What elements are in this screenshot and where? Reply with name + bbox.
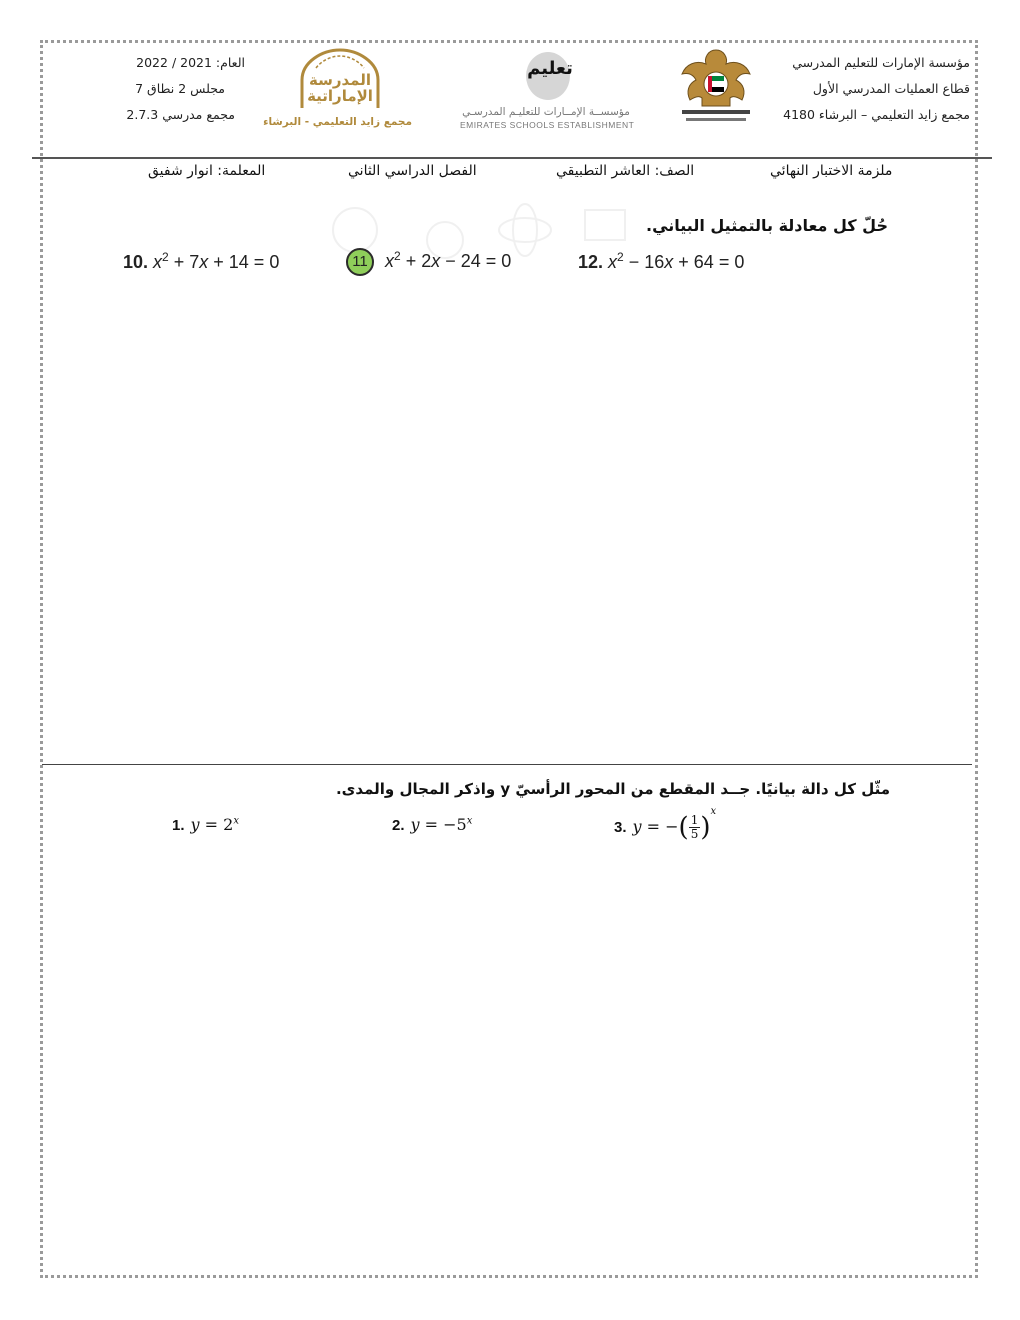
- teacher-label: المعلمة: انوار شفيق: [148, 163, 266, 179]
- function-3: 3. y = −( $\frac{1}{5}$ )$^x$: [614, 806, 717, 843]
- problem-12-number: 12.: [578, 252, 604, 272]
- ese-english-name: EMIRATES SCHOOLS ESTABLISHMENT: [460, 120, 635, 130]
- school-logo-text: [292, 72, 388, 104]
- function-1: 1. $y = 2^x$: [172, 815, 239, 834]
- header-org-line-3: مجمع زايد التعليمي – البرشاء 4180: [783, 107, 970, 122]
- problem-12: 12. $x^2 - 16x + 64 = 0$: [578, 250, 745, 272]
- header-org-lines: [783, 55, 970, 133]
- school-logo-caption: مجمع زايد التعليمي - البرشاء: [263, 116, 412, 128]
- header-org-line-1: مؤسسة الإمارات للتعليم المدرسي: [792, 55, 970, 70]
- fraction-denominator: 5: [690, 827, 699, 841]
- section-2-title: مثّل كل دالة بيانيًا. جــد المقطع من المحور الرأسيّ y واذكر المجال والمدى.: [335, 780, 890, 798]
- section-divider: [42, 764, 972, 765]
- ese-logo-word: تعليم: [527, 58, 573, 79]
- school-logo-line-1: المدرسة: [309, 71, 371, 89]
- header-divider: [32, 157, 992, 159]
- booklet-title: ملزمة الاختبار النهائي: [770, 163, 893, 179]
- ese-arabic-name: مؤسســة الإمــارات للتعليـم المدرسـي: [462, 106, 630, 118]
- problem-10: 10. $x^2 + 7x + 14 = 0$: [123, 250, 280, 272]
- function-1-number: 1.: [172, 817, 185, 834]
- header-year-lines: [120, 55, 245, 133]
- fraction-numerator: 1: [690, 813, 699, 827]
- problem-11: 11 $x^2 + 2x - 24 = 0$: [346, 248, 511, 276]
- header-year: العام: 2021 / 2022: [136, 55, 245, 70]
- term-label: الفصل الدراسي الثاني: [348, 163, 477, 179]
- function-3-number: 3.: [614, 819, 627, 836]
- school-logo-line-2: الإماراتية: [307, 87, 373, 105]
- header-council: مجلس 2 نطاق 7: [135, 81, 225, 96]
- uae-emblem-logo: [672, 44, 760, 130]
- header-complex: مجمع مدرسي 2.7.3: [126, 107, 235, 122]
- function-2-number: 2.: [392, 817, 405, 834]
- section-1-title: حُلّ كل معادلة بالتمثيل البياني.: [645, 216, 888, 235]
- header-org-line-2: قطاع العمليات المدرسي الأول: [812, 81, 970, 96]
- function-3-fraction: [689, 814, 701, 841]
- function-2: 2. $y = -5^x$: [392, 815, 473, 834]
- grade-label: الصف: العاشر التطبيقي: [556, 163, 695, 179]
- problem-10-number: 10.: [123, 252, 149, 272]
- problem-11-number-highlight: 11: [346, 248, 374, 276]
